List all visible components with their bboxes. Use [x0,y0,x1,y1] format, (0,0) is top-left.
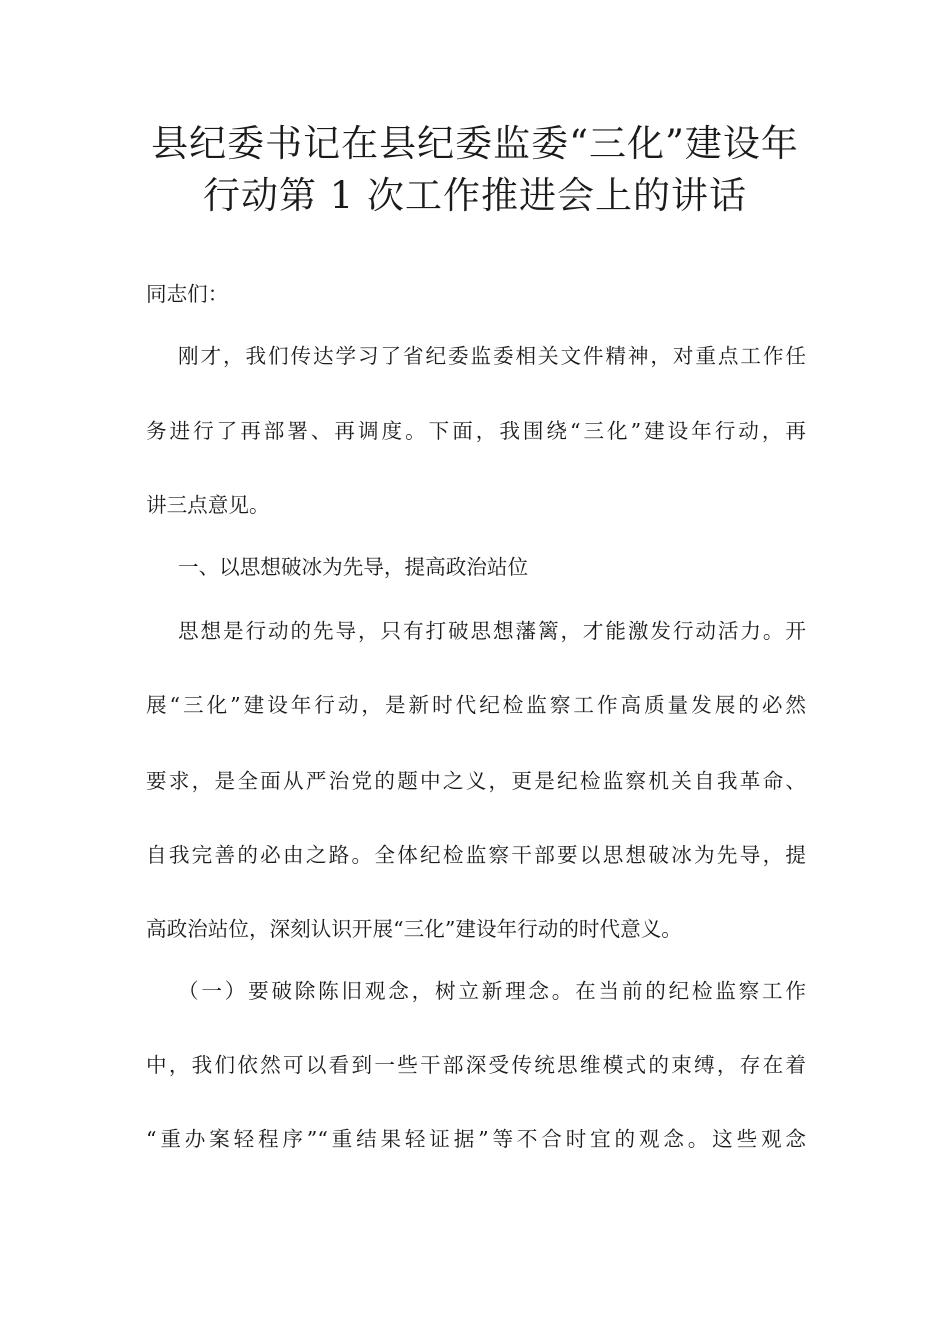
paragraph-line: “重办案轻程序”“重结果轻证据”等不合时宜的观念。这些观念 [146,1127,806,1151]
paragraph-line: 中，我们依然可以看到一些干部深受传统思维模式的束缚，存在着 [146,1053,806,1077]
document-title-line-2: 行动第 1 次工作推进会上的讲话 [202,174,748,217]
paragraph-line: 要求，是全面从严治党的题中之义，更是纪检监察机关自我革命、 [146,769,806,793]
paragraph-line: 高政治站位，深刻认识开展“三化”建设年行动的时代意义。 [146,917,682,941]
paragraph-line: （一）要破除陈旧观念，树立新理念。在当前的纪检监察工作 [178,979,806,1003]
salutation: 同志们： [146,282,229,306]
section-heading: 一、以思想破冰为先导，提高政治站位 [178,555,529,579]
paragraph-line: 思想是行动的先导，只有打破思想藩篱，才能激发行动活力。开 [178,619,806,643]
document-title-line-1: 县纪委书记在县纪委监委“三化”建设年 [151,122,799,165]
paragraph-line: 务进行了再部署、再调度。下面，我围绕“三化”建设年行动，再 [146,419,806,443]
paragraph-line: 讲三点意见。 [146,493,270,517]
paragraph-line: 展“三化”建设年行动，是新时代纪检监察工作高质量发展的必然 [146,693,806,717]
paragraph-line: 自我完善的必由之路。全体纪检监察干部要以思想破冰为先导，提 [146,843,806,867]
paragraph-line: 刚才，我们传达学习了省纪委监委相关文件精神，对重点工作任 [178,344,806,368]
